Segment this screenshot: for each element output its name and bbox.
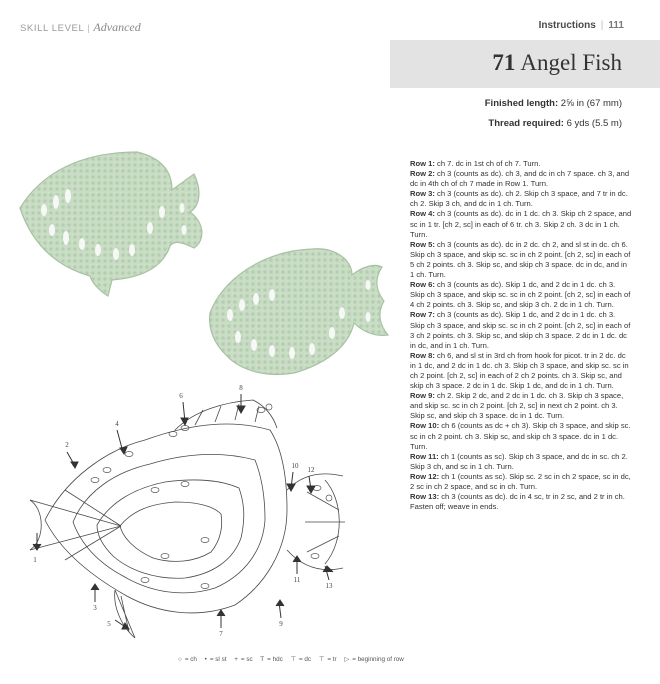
row-instruction: Row 13: ch 3 (counts as dc). dc in 4 sc, tr in 2 sc, and 2 tr in ch. Fasten off; weave in ends. — [410, 492, 625, 512]
row-label: 2 — [65, 441, 69, 449]
row-label: 4 — [115, 420, 119, 428]
legend-item: T = hdc — [260, 656, 283, 663]
row-instruction: Row 4: ch 3 (counts as dc). dc in 1 dc. ch 3. Skip ch 2 space, and sc in 1 tr. [ch 2, sc] in each of 6 tr. ch 3. Skip 2 ch. 3 dc in 1 ch. Turn. — [410, 209, 632, 239]
fish-photo-left — [20, 152, 202, 296]
row-label: 8 — [239, 384, 243, 392]
row-label: 3 — [93, 604, 97, 612]
row-label: 9 — [279, 620, 283, 628]
fish-photo — [12, 150, 392, 380]
row-label: 10 — [291, 462, 299, 470]
fish-photo-right — [210, 249, 388, 375]
row-instruction: Row 9: ch 2. Skip 2 dc, and 2 dc in 1 dc. ch 3. Skip ch 3 space, and skip sc. sc in ch 2 point. [ch 2, sc] in next ch 2 point. ch 3. Skip sc, and skip ch 3 space. dc in 1 dc. Turn. — [410, 391, 624, 421]
legend-item: ○ = ch — [178, 656, 197, 663]
skill-level-value: Advanced — [93, 20, 141, 34]
row-instruction: Row 10: ch 6 (counts as dc + ch 3). Skip ch 3 space, and skip sc. sc in ch 2 point. ch 3. Skip sc, and skip ch 3 space. dc in 1 dc. Turn. — [410, 421, 631, 451]
row-instruction: Row 5: ch 3 (counts as dc). dc in 2 dc. ch 2, and sl st in dc. ch 6. Skip ch 3 space, and skip sc. sc in ch 2 point. [ch 2, sc] in each of 5 ch 2 points. ch 3. Skip sc, and skip ch 3 space. dc in dc, and in 1 ch. Turn. — [410, 239, 631, 280]
thread-required-value: 6 yds (5.5 m) — [566, 118, 622, 129]
stitch-legend — [178, 656, 410, 663]
pattern-number: 71 — [492, 50, 516, 75]
section-title: Instructions — [538, 20, 596, 31]
thread-required — [488, 118, 622, 129]
legend-item: ▷ = beginning of row — [344, 656, 404, 663]
row-instruction: Row 8: ch 6, and sl st in 3rd ch from hook for picot. tr in 2 dc. dc in 1 dc, and 2 dc in 1 dc. ch 3. Skip ch 3 space, and skip sc. sc in ch 2 point. [ch 2, sc] in each of 2 ch 2 points. ch 3. Skip sc, and skip ch 3 space. 2 dc in 1 dc. Skip 1 dc, and dc in 1 ch. Turn. — [410, 350, 629, 391]
skill-level-label: SKILL LEVEL — [20, 23, 85, 34]
row-label: 1 — [33, 556, 37, 564]
pattern-name: Angel Fish — [520, 50, 622, 75]
row-instruction: Row 2: ch 3 (counts as dc). ch 3, and dc in ch 7 space. ch 3, and dc in 4th ch of ch 7 made in Row 1. Turn. — [410, 169, 630, 189]
row-label: 12 — [307, 466, 315, 474]
row-instruction: Row 7: ch 3 (counts as dc). Skip 1 dc, and 2 dc in 1 dc. ch 3. Skip ch 3 space, and skip sc. sc in ch 2 point. [ch 2, sc] in each of 3 ch 2 points. ch 3. Skip sc, and skip ch 3 space. 2 dc in 1 dc. dc in dc, and in 1 ch. Turn. — [410, 310, 631, 350]
row-label: 5 — [107, 620, 111, 628]
row-instruction: Row 1: ch 7. dc in 1st ch of ch 7. Turn. — [410, 159, 541, 168]
row-instruction: Row 11: ch 1 (counts as sc). Skip ch 3 space, and dc in sc. ch 2. Skip 3 ch, and sc in 1 ch. Turn. — [410, 451, 628, 471]
legend-item: ⊤ = tr — [318, 656, 337, 663]
row-instruction: Row 6: ch 3 (counts as dc). Skip 1 dc, and 2 dc in 1 dc. ch 3. Skip ch 3 space, and skip sc. sc in ch 2 point. [ch 2, sc] in each of 4 ch 2 points. ch 3. Skip sc, and skip 3 ch. 2 dc in 1 ch. Turn. — [410, 280, 631, 310]
thread-required-label: Thread required: — [488, 118, 564, 129]
crochet-chart — [25, 380, 390, 645]
row-label: 6 — [179, 392, 183, 400]
row-label: 7 — [219, 630, 223, 638]
row-label: 13 — [325, 582, 333, 590]
legend-item: • = sl st — [204, 656, 227, 663]
skill-level: SKILL LEVEL | Advanced — [20, 20, 141, 34]
legend-item: ⊤ = dc — [290, 656, 312, 663]
pattern-title — [492, 50, 622, 76]
section-header: Instructions | 111 — [538, 20, 624, 31]
legend-item: + = sc — [234, 656, 253, 663]
row-instruction: Row 12: ch 1 (counts as sc). Skip sc. 2 sc in ch 2 space, sc in dc, 2 sc in ch 2 space, and sc in ch. Turn. — [410, 471, 631, 491]
row-instruction: Row 3: ch 3 (counts as dc). ch 2. Skip ch 3 space, and 7 tr in dc. ch 2. Skip 3 ch, and dc in 1 ch. Turn. — [410, 189, 628, 209]
instructions — [410, 159, 632, 512]
finished-length-value: 2⅝ in (67 mm) — [560, 98, 622, 109]
row-label: 11 — [293, 576, 301, 584]
finished-length — [485, 98, 622, 109]
finished-length-label: Finished length: — [484, 98, 559, 109]
page-number: 111 — [608, 20, 624, 31]
